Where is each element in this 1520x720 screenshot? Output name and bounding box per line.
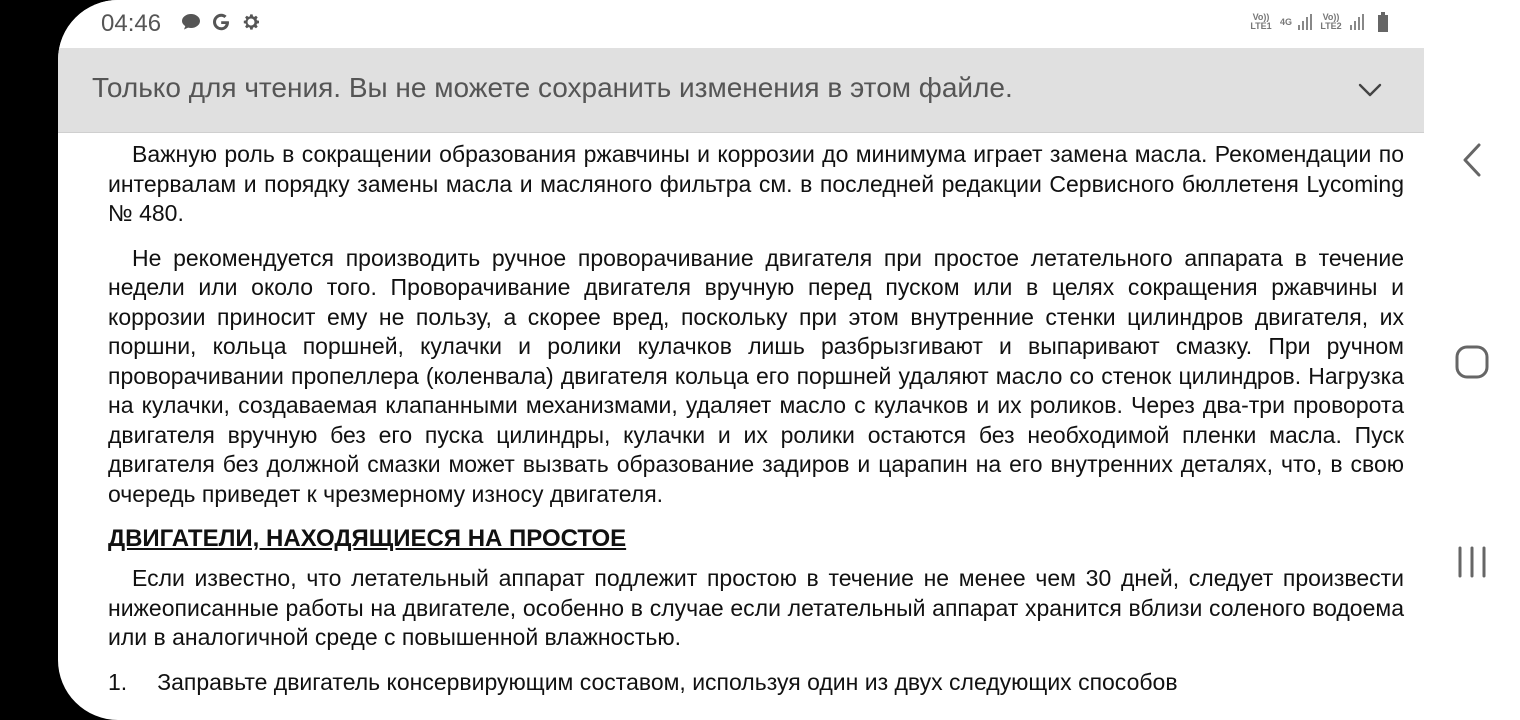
- app-screen: [58, 0, 1424, 720]
- google-icon: [210, 11, 232, 33]
- status-notification-icons: [180, 11, 262, 33]
- chat-icon: [180, 11, 202, 33]
- list-item-text: Заправьте двигатель консервирующим составом, используя один из двух следующих способов: [157, 668, 1178, 695]
- network-type: 4G: [1279, 16, 1292, 27]
- list-item-number: 1.: [108, 668, 128, 695]
- battery-icon: [1378, 12, 1388, 32]
- signal-icon: [1350, 14, 1364, 30]
- section-heading: ДВИГАТЕЛИ, НАХОДЯЩИЕСЯ НА ПРОСТОЕ: [108, 525, 627, 552]
- signal-icon: [1298, 14, 1312, 30]
- read-only-message: Только для чтения. Вы не можете сохранить изменения в этом файле.: [92, 72, 1013, 103]
- document-paragraph: Важную роль в сокращении образования ржавчины и коррозии до минимума играет замена масла. Рекомендации по интервалам и порядку замены масла и масляного фильтра см. в последней редакции Сервисного бюллетеня Lycoming № 480.: [108, 141, 1404, 226]
- navigation-bar: [1424, 0, 1520, 720]
- document-content: [108, 140, 1404, 697]
- chevron-down-icon[interactable]: [1356, 76, 1384, 104]
- document-paragraph: Не рекомендуется производить ручное проворачивание двигателя при простое летательного аппарата в течение недели или около того. Проворачивание двигателя вручную перед пуском или в целях сокращения ржавчины и коррозии приносит ему не пользу, а скорее вред, поскольку при этом внутренние стенки цилиндров двигателя, их поршни, кольца поршней, кулачки и ролики кулачков лишь разбрызгивают и выпаривают смазку. При ручном проворачивании пропеллера (коленвала) двигателя кольца его поршней удаляют масло со стенок цилиндров. Нагрузка на кулачки, создаваемая клапанными механизмами, удаляет масло с кулачков и их роликов. Через два-три проворота двигателя вручную без его пуска цилиндры, кулачки и их ролики остаются без необходимой пленки масла. Пуск двигателя без должной смазки может вызвать образование задиров и царапин на его внутренних деталях, что, в свою очередь приведет к чрезмерному износу двигателя.: [108, 244, 1404, 507]
- status-right-icons: [1248, 12, 1388, 32]
- sim2-indicator: Vo)) LTE2: [1320, 12, 1342, 31]
- status-bar: [58, 0, 1424, 48]
- settings-icon: [240, 11, 262, 33]
- back-icon[interactable]: [1454, 140, 1490, 180]
- sim1-indicator: Vo)) LTE1: [1250, 12, 1272, 31]
- recents-icon[interactable]: [1454, 542, 1490, 582]
- list-item: [108, 668, 1404, 698]
- home-icon[interactable]: [1454, 342, 1490, 382]
- document-paragraph: Если известно, что летательный аппарат подлежит простою в течение не менее чем 30 дней, следует произвести нижеописанные работы на двигателе, особенно в случае если летательный аппарат хранится вблизи соленого водоема или в аналогичной среде с повышенной влажностью.: [108, 565, 1404, 650]
- read-only-banner[interactable]: [58, 48, 1424, 133]
- status-time: 04:46: [101, 10, 162, 37]
